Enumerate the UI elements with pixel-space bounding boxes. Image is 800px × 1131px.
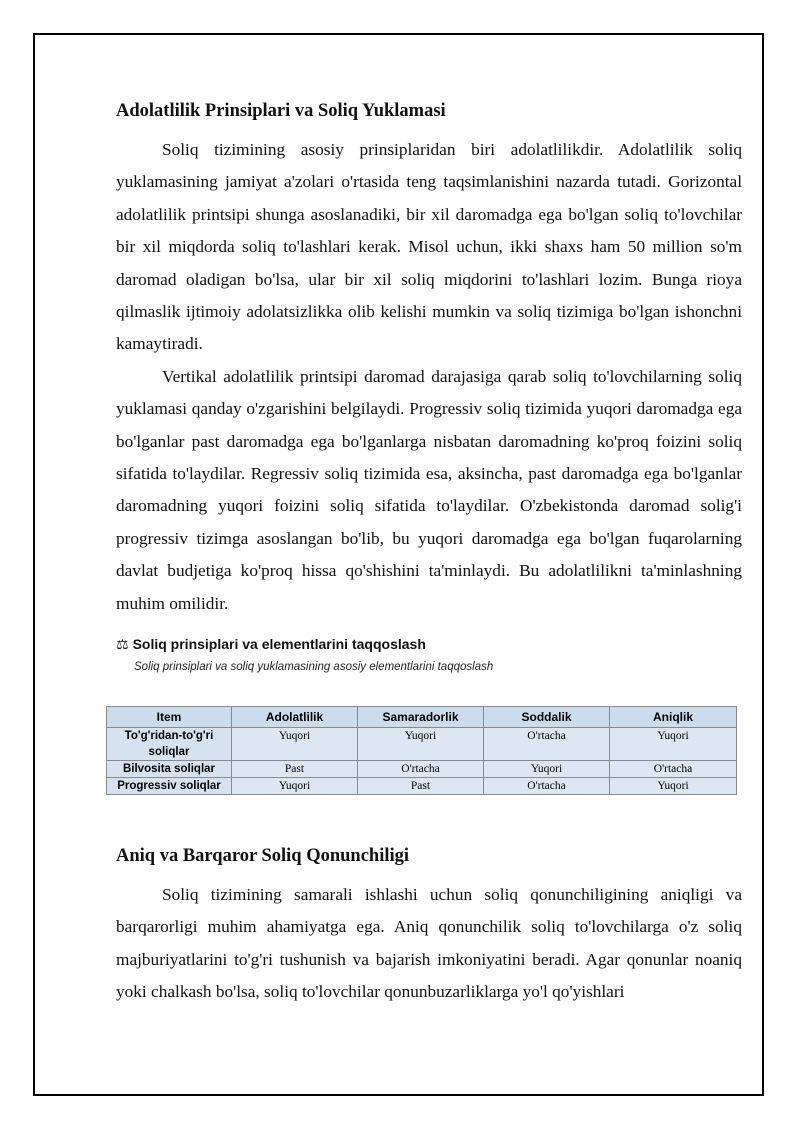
table-caption: Soliq prinsiplari va soliq yuklamasining asosiy elementlarini taqqoslash bbox=[134, 661, 494, 674]
table-cell: Past bbox=[358, 778, 484, 795]
column-header: Aniqlik bbox=[610, 707, 737, 728]
table-cell: Yuqori bbox=[484, 761, 610, 778]
row-header: Progressiv soliqlar bbox=[107, 778, 232, 795]
table-cell: Yuqori bbox=[610, 778, 737, 795]
table-cell: Yuqori bbox=[232, 778, 358, 795]
column-header: Soddalik bbox=[484, 707, 610, 728]
table-cell: O'rtacha bbox=[484, 728, 610, 761]
scale-icon: ⚖ bbox=[116, 636, 129, 653]
table-row bbox=[107, 728, 737, 761]
table-cell: Past bbox=[232, 761, 358, 778]
column-header: Adolatlilik bbox=[232, 707, 358, 728]
section-heading: Adolatlilik Prinsiplari va Soliq Yuklamasi bbox=[116, 101, 446, 121]
section-heading: Aniq va Barqaror Soliq Qonunchiligi bbox=[116, 846, 410, 866]
paragraph: Soliq tizimining samarali ishlashi uchun soliq qonunchiligining aniqligi va barqarorligi muhim ahamiyatga ega. Aniq qonunchilik soliq to'lovchilarga o'z soliq majburiyatlarini to'g'ri tushunish va bajarish imkoniyatini beradi. Agar qonunlar noaniq yoki chalkash bo'lsa, soliq to'lovchilar qonunbuzarliklarga yo'l qo'yishlari bbox=[116, 885, 742, 1002]
paragraph: Soliq tizimining asosiy prinsiplaridan biri adolatlilikdir. Adolatlilik soliq yuklamasining jamiyat a'zolari o'rtasida teng taqsimlanishini nazarda tutadi. Gorizontal adolatlilik printsipi shunga asoslanadiki, bir xil daromadga ega bo'lgan soliq to'lovchilar bir xil miqdorda soliq to'lashlari kerak. Misol uchun, ikki shaxs ham 50 million so'm daromad oladigan bo'lsa, ular bir xil soliq miqdorini to'lashlari lozim. Bunga rioya qilmaslik ijtimoiy adolatsizlikka olib kelishi mumkin va soliq tizimiga bo'lgan ishonchni kamaytiradi. bbox=[116, 140, 742, 354]
table-title-text: Soliq prinsiplari va elementlarini taqqoslash bbox=[132, 636, 426, 653]
table-title bbox=[116, 633, 742, 655]
section-legislation bbox=[116, 843, 742, 1009]
table-row bbox=[107, 761, 737, 778]
table-cell: O'rtacha bbox=[484, 778, 610, 795]
section-principles bbox=[116, 98, 742, 675]
table-cell: Yuqori bbox=[610, 728, 737, 761]
column-header: Samaradorlik bbox=[358, 707, 484, 728]
comparison-table bbox=[106, 706, 737, 795]
table-row bbox=[107, 778, 737, 795]
table-cell: O'rtacha bbox=[610, 761, 737, 778]
table-cell: Yuqori bbox=[232, 728, 358, 761]
table-header-row bbox=[107, 707, 737, 728]
table-cell: O'rtacha bbox=[358, 761, 484, 778]
row-header: Bilvosita soliqlar bbox=[107, 761, 232, 778]
table-cell: Yuqori bbox=[358, 728, 484, 761]
row-header: To'g'ridan-to'g'ri soliqlar bbox=[107, 728, 232, 761]
column-header: Item bbox=[107, 707, 232, 728]
paragraph: Vertikal adolatlilik printsipi daromad darajasiga qarab soliq to'lovchilarning soliq yuklamasi qanday o'zgarishini belgilaydi. Progressiv soliq tizimida yuqori daromadga ega bo'lganlar past daromadga ega bo'lganlarga nisbatan daromadning ko'proq foizini soliq sifatida to'laydilar. Regressiv soliq tizimida esa, aksincha, past daromadga ega bo'lganlar daromadning yuqori foizini soliq sifatida to'laydilar. O'zbekistonda daromad solig'i progressiv tizimga asoslangan bo'lib, bu yuqori daromadga ega bo'lgan fuqarolarning davlat budjetiga ko'proq hissa qo'shishini ta'minlaydi. Bu adolatlilikni ta'minlashning muhim omilidir. bbox=[116, 366, 742, 613]
